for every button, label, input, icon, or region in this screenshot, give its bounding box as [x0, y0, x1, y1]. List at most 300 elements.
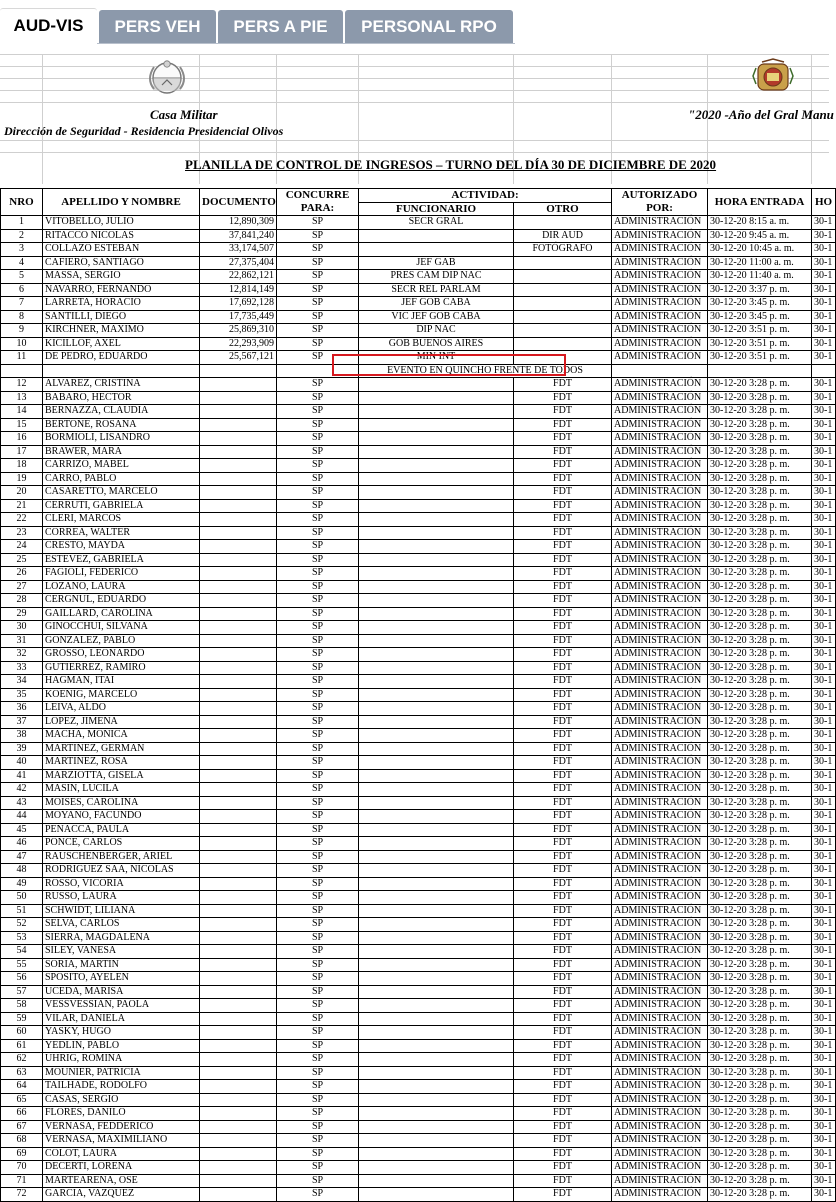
otro-cell: FDT — [514, 675, 612, 689]
nro-cell: 63 — [1, 1066, 43, 1080]
nro-cell: 44 — [1, 810, 43, 824]
hora-salida-cell: 30-1 — [812, 216, 836, 230]
hora-entrada-cell: 30-12-20 3:28 p. m. — [708, 783, 812, 797]
otro-cell: FDT — [514, 742, 612, 756]
concurre-cell: SP — [277, 648, 359, 662]
tab-pers-veh[interactable]: PERS VEH — [99, 10, 216, 44]
document-cell — [200, 850, 277, 864]
otro-cell — [514, 310, 612, 324]
nro-cell: 38 — [1, 729, 43, 743]
funcionario-cell — [359, 864, 514, 878]
name-cell: KICILLOF, AXEL — [43, 337, 200, 351]
nro-cell: 28 — [1, 594, 43, 608]
nro-cell: 15 — [1, 418, 43, 432]
hora-entrada-cell: 30-12-20 3:28 p. m. — [708, 1161, 812, 1175]
hora-salida-cell: 30-1 — [812, 459, 836, 473]
concurre-cell: SP — [277, 540, 359, 554]
nro-cell: 67 — [1, 1120, 43, 1134]
funcionario-cell — [359, 702, 514, 716]
concurre-cell: SP — [277, 742, 359, 756]
otro-cell: FDT — [514, 688, 612, 702]
table-row — [1, 351, 836, 365]
funcionario-cell — [359, 594, 514, 608]
otro-cell: FDT — [514, 891, 612, 905]
concurre-cell: SP — [277, 567, 359, 581]
table-row — [1, 702, 836, 716]
autorizado-cell: ADMINISTRACIÓN — [612, 256, 708, 270]
otro-cell: FOTÓGRAFO — [514, 243, 612, 257]
concurre-cell: SP — [277, 729, 359, 743]
hora-entrada-cell: 30-12-20 3:28 p. m. — [708, 999, 812, 1013]
autorizado-cell: ADMINISTRACIÓN — [612, 823, 708, 837]
document-cell: 25,869,310 — [200, 324, 277, 338]
hora-salida-cell: 30-1 — [812, 769, 836, 783]
otro-cell: FDT — [514, 1107, 612, 1121]
name-cell: COLLAZO ESTEBAN — [43, 243, 200, 257]
funcionario-cell — [359, 1066, 514, 1080]
document-cell — [200, 513, 277, 527]
nro-cell: 1 — [1, 216, 43, 230]
hora-entrada-cell: 30-12-20 3:28 p. m. — [708, 850, 812, 864]
hora-salida-cell: 30-1 — [812, 418, 836, 432]
funcionario-cell — [359, 999, 514, 1013]
otro-cell: FDT — [514, 418, 612, 432]
nro-cell: 5 — [1, 270, 43, 284]
concurre-cell: SP — [277, 391, 359, 405]
autorizado-cell: ADMINISTRACIÓN — [612, 391, 708, 405]
nro-cell: 12 — [1, 378, 43, 392]
name-cell: GINOCCHUI, SILVANA — [43, 621, 200, 635]
table-row — [1, 850, 836, 864]
table-row — [1, 337, 836, 351]
hora-entrada-cell: 30-12-20 3:51 p. m. — [708, 337, 812, 351]
autorizado-cell: ADMINISTRACIÓN — [612, 486, 708, 500]
autorizado-cell: ADMINISTRACIÓN — [612, 229, 708, 243]
otro-cell: FDT — [514, 472, 612, 486]
document-cell — [200, 918, 277, 932]
hora-salida-cell: 30-1 — [812, 1120, 836, 1134]
hora-entrada-cell: 30-12-20 3:45 p. m. — [708, 310, 812, 324]
hora-entrada-cell: 30-12-20 11:40 a. m. — [708, 270, 812, 284]
name-cell: PENACCA, PAULA — [43, 823, 200, 837]
table-row — [1, 864, 836, 878]
concurre-cell: SP — [277, 715, 359, 729]
concurre-cell: SP — [277, 1174, 359, 1188]
name-cell: BABARO, HECTOR — [43, 391, 200, 405]
funcionario-cell — [359, 607, 514, 621]
nro-cell: 3 — [1, 243, 43, 257]
otro-cell: FDT — [514, 729, 612, 743]
funcionario-cell — [359, 540, 514, 554]
otro-cell: FDT — [514, 985, 612, 999]
autorizado-cell: ADMINISTRACIÓN — [612, 634, 708, 648]
otro-cell: FDT — [514, 783, 612, 797]
name-cell: MOUNIER, PATRICIA — [43, 1066, 200, 1080]
table-row — [1, 216, 836, 230]
name-cell: FAGIOLI, FEDERICO — [43, 567, 200, 581]
hora-entrada-cell: 30-12-20 3:28 p. m. — [708, 513, 812, 527]
name-cell: NAVARRO, FERNANDO — [43, 283, 200, 297]
table-row — [1, 621, 836, 635]
table-row — [1, 1147, 836, 1161]
hora-entrada-cell: 30-12-20 3:28 p. m. — [708, 459, 812, 473]
table-row — [1, 1066, 836, 1080]
name-cell: SILEY, VANESA — [43, 945, 200, 959]
table-row — [1, 607, 836, 621]
autorizado-cell: ADMINISTRACIÓN — [612, 688, 708, 702]
funcionario-cell — [359, 418, 514, 432]
otro-cell: FDT — [514, 405, 612, 419]
autorizado-cell: ADMINISTRACIÓN — [612, 337, 708, 351]
autorizado-cell: ADMINISTRACIÓN — [612, 513, 708, 527]
otro-cell — [514, 351, 612, 365]
table-row — [1, 715, 836, 729]
concurre-cell: SP — [277, 661, 359, 675]
table-row — [1, 310, 836, 324]
funcionario-cell — [359, 945, 514, 959]
otro-cell: FDT — [514, 634, 612, 648]
nro-cell: 19 — [1, 472, 43, 486]
concurre-cell: SP — [277, 1161, 359, 1175]
nro-cell: 47 — [1, 850, 43, 864]
funcionario-cell — [359, 972, 514, 986]
hora-entrada-cell: 30-12-20 3:28 p. m. — [708, 661, 812, 675]
hora-salida-cell: 30-1 — [812, 270, 836, 284]
autorizado-cell: ADMINISTRACIÓN — [612, 607, 708, 621]
table-row — [1, 837, 836, 851]
funcionario-cell: MIN INT — [359, 351, 514, 365]
concurre-cell: SP — [277, 1039, 359, 1053]
funcionario-cell: VIC JEF GOB CABA — [359, 310, 514, 324]
document-cell: 17,692,128 — [200, 297, 277, 311]
hora-salida-cell: 30-1 — [812, 310, 836, 324]
hora-salida-cell: 30-1 — [812, 729, 836, 743]
otro-cell: FDT — [514, 769, 612, 783]
hora-entrada-cell: 30-12-20 3:28 p. m. — [708, 742, 812, 756]
nro-cell: 62 — [1, 1053, 43, 1067]
hora-entrada-cell: 30-12-20 3:28 p. m. — [708, 553, 812, 567]
name-cell: BORMIOLI, LISANDRO — [43, 432, 200, 446]
funcionario-cell — [359, 661, 514, 675]
table-row — [1, 513, 836, 527]
concurre-cell: SP — [277, 958, 359, 972]
otro-cell: FDT — [514, 1066, 612, 1080]
hora-salida-cell: 30-1 — [812, 297, 836, 311]
name-cell: TAILHADE, RODOLFO — [43, 1080, 200, 1094]
concurre-cell: SP — [277, 864, 359, 878]
concurre-cell: SP — [277, 675, 359, 689]
autorizado-cell: ADMINISTRACIÓN — [612, 445, 708, 459]
name-cell: UHRIG, ROMINA — [43, 1053, 200, 1067]
hora-salida-cell: 30-1 — [812, 756, 836, 770]
nro-cell: 13 — [1, 391, 43, 405]
otro-cell: FDT — [514, 904, 612, 918]
autorizado-cell: ADMINISTRACIÓN — [612, 1188, 708, 1202]
event-label: EVENTO EN QUINCHO FRENTE DE TODOS — [359, 364, 612, 378]
hora-entrada-cell: 30-12-20 3:45 p. m. — [708, 297, 812, 311]
concurre-cell: SP — [277, 1147, 359, 1161]
otro-cell: FDT — [514, 1053, 612, 1067]
tab-personal-rpo[interactable]: PERSONAL RPO — [345, 10, 513, 44]
hora-entrada-cell: 30-12-20 3:28 p. m. — [708, 472, 812, 486]
nro-cell: 50 — [1, 891, 43, 905]
document-cell — [200, 661, 277, 675]
hora-salida-cell: 30-1 — [812, 1039, 836, 1053]
concurre-cell: SP — [277, 972, 359, 986]
name-cell: SELVA, CARLOS — [43, 918, 200, 932]
concurre-cell: SP — [277, 472, 359, 486]
name-cell: CERRUTI, GABRIELA — [43, 499, 200, 513]
name-cell: MASSA, SERGIO — [43, 270, 200, 284]
concurre-cell: SP — [277, 783, 359, 797]
funcionario-cell: SECR REL PARLAM — [359, 283, 514, 297]
table-row — [1, 1039, 836, 1053]
name-cell: FLORES, DANILO — [43, 1107, 200, 1121]
autorizado-cell: ADMINISTRACIÓN — [612, 216, 708, 230]
hora-entrada-cell: 30-12-20 3:28 p. m. — [708, 1120, 812, 1134]
nro-cell: 10 — [1, 337, 43, 351]
funcionario-cell — [359, 1039, 514, 1053]
table-row — [1, 1053, 836, 1067]
autorizado-cell: ADMINISTRACIÓN — [612, 540, 708, 554]
hora-salida-cell: 30-1 — [812, 1093, 836, 1107]
name-cell: LEIVA, ALDO — [43, 702, 200, 716]
autorizado-cell: ADMINISTRACIÓN — [612, 283, 708, 297]
table-row — [1, 391, 836, 405]
table-row — [1, 769, 836, 783]
nro-cell: 69 — [1, 1147, 43, 1161]
document-cell — [200, 931, 277, 945]
funcionario-cell — [359, 391, 514, 405]
hora-salida-cell: 30-1 — [812, 621, 836, 635]
name-cell: MARTEARENA, OSE — [43, 1174, 200, 1188]
name-cell: YASKY, HUGO — [43, 1026, 200, 1040]
hora-entrada-cell: 30-12-20 3:28 p. m. — [708, 729, 812, 743]
hora-entrada-cell: 30-12-20 3:28 p. m. — [708, 432, 812, 446]
autorizado-cell: ADMINISTRACIÓN — [612, 1120, 708, 1134]
hora-salida-cell: 30-1 — [812, 283, 836, 297]
funcionario-cell — [359, 715, 514, 729]
name-cell: GONZALEZ, PABLO — [43, 634, 200, 648]
concurre-cell: SP — [277, 216, 359, 230]
table-row — [1, 1026, 836, 1040]
nro-cell: 37 — [1, 715, 43, 729]
hora-salida-cell: 30-1 — [812, 958, 836, 972]
autorizado-cell: ADMINISTRACIÓN — [612, 661, 708, 675]
tab-pers-a-pie[interactable]: PERS A PIE — [218, 10, 343, 44]
table-row — [1, 445, 836, 459]
autorizado-cell: ADMINISTRACIÓN — [612, 904, 708, 918]
hora-salida-cell: 30-1 — [812, 715, 836, 729]
name-cell: SANTILLI, DIEGO — [43, 310, 200, 324]
nro-cell: 27 — [1, 580, 43, 594]
otro-cell: FDT — [514, 378, 612, 392]
nro-cell: 35 — [1, 688, 43, 702]
nro-cell: 66 — [1, 1107, 43, 1121]
funcionario-cell — [359, 756, 514, 770]
funcionario-cell — [359, 783, 514, 797]
otro-cell: FDT — [514, 1080, 612, 1094]
hora-salida-cell: 30-1 — [812, 810, 836, 824]
funcionario-cell — [359, 1188, 514, 1202]
document-cell — [200, 607, 277, 621]
table-row — [1, 783, 836, 797]
document-cell — [200, 702, 277, 716]
concurre-cell: SP — [277, 634, 359, 648]
hora-entrada-cell: 30-12-20 3:28 p. m. — [708, 904, 812, 918]
hora-salida-cell: 30-1 — [812, 229, 836, 243]
table-row — [1, 567, 836, 581]
autorizado-cell: ADMINISTRACIÓN — [612, 648, 708, 662]
table-row — [1, 526, 836, 540]
otro-cell: FDT — [514, 1120, 612, 1134]
hora-salida-cell: 30-1 — [812, 445, 836, 459]
otro-cell: FDT — [514, 999, 612, 1013]
name-cell: VILAR, DANIELA — [43, 1012, 200, 1026]
table-row — [1, 229, 836, 243]
concurre-cell: SP — [277, 580, 359, 594]
otro-cell — [514, 270, 612, 284]
table-row — [1, 1120, 836, 1134]
col-header-name: APELLIDO Y NOMBRE — [43, 189, 200, 216]
autorizado-cell: ADMINISTRACIÓN — [612, 594, 708, 608]
name-cell: CARRIZO, MABEL — [43, 459, 200, 473]
name-cell: RUSSO, LAURA — [43, 891, 200, 905]
funcionario-cell: DIP NAC — [359, 324, 514, 338]
autorizado-cell: ADMINISTRACIÓN — [612, 405, 708, 419]
hora-salida-cell: 30-1 — [812, 985, 836, 999]
funcionario-cell — [359, 918, 514, 932]
document-cell — [200, 1080, 277, 1094]
concurre-cell: SP — [277, 985, 359, 999]
year-motto: "2020 -Año del Gral Manu — [688, 107, 834, 122]
hora-entrada-cell: 30-12-20 3:28 p. m. — [708, 391, 812, 405]
name-cell: GARCIA, VAZQUEZ — [43, 1188, 200, 1202]
casa-militar-seal-icon — [752, 58, 794, 94]
funcionario-cell — [359, 621, 514, 635]
autorizado-cell: ADMINISTRACIÓN — [612, 432, 708, 446]
concurre-cell: SP — [277, 486, 359, 500]
document-cell — [200, 1012, 277, 1026]
hora-entrada-cell: 30-12-20 3:28 p. m. — [708, 769, 812, 783]
funcionario-cell — [359, 1107, 514, 1121]
hora-salida-cell: 30-1 — [812, 702, 836, 716]
ingresos-table — [0, 188, 836, 1202]
table-row — [1, 891, 836, 905]
concurre-cell: SP — [277, 445, 359, 459]
concurre-cell: SP — [277, 945, 359, 959]
otro-cell: FDT — [514, 1093, 612, 1107]
nro-cell: 34 — [1, 675, 43, 689]
hora-entrada-cell: 30-12-20 3:28 p. m. — [708, 648, 812, 662]
funcionario-cell — [359, 432, 514, 446]
otro-cell: FDT — [514, 931, 612, 945]
document-cell — [200, 958, 277, 972]
funcionario-cell — [359, 958, 514, 972]
funcionario-cell — [359, 810, 514, 824]
autorizado-cell: ADMINISTRACIÓN — [612, 1147, 708, 1161]
autorizado-cell: ADMINISTRACIÓN — [612, 1026, 708, 1040]
tab-aud-vis[interactable]: AUD-VIS — [0, 8, 97, 44]
concurre-cell: SP — [277, 297, 359, 311]
table-row — [1, 877, 836, 891]
table-row — [1, 432, 836, 446]
nro-cell: 32 — [1, 648, 43, 662]
nro-cell: 2 — [1, 229, 43, 243]
autorizado-cell: ADMINISTRACIÓN — [612, 1174, 708, 1188]
hora-salida-cell: 30-1 — [812, 526, 836, 540]
table-row — [1, 675, 836, 689]
document-cell — [200, 1161, 277, 1175]
nro-cell: 30 — [1, 621, 43, 635]
autorizado-cell: ADMINISTRACIÓN — [612, 783, 708, 797]
concurre-cell: SP — [277, 1080, 359, 1094]
hora-salida-cell: 30-1 — [812, 1026, 836, 1040]
otro-cell: FDT — [514, 850, 612, 864]
concurre-cell: SP — [277, 1012, 359, 1026]
otro-cell: FDT — [514, 432, 612, 446]
hora-entrada-cell: 30-12-20 3:28 p. m. — [708, 1134, 812, 1148]
otro-cell — [514, 283, 612, 297]
concurre-cell: SP — [277, 513, 359, 527]
document-cell — [200, 405, 277, 419]
name-cell: ESTEVEZ, GABRIELA — [43, 553, 200, 567]
hora-entrada-cell: 30-12-20 3:28 p. m. — [708, 877, 812, 891]
hora-salida-cell: 30-1 — [812, 891, 836, 905]
hora-salida-cell: 30-1 — [812, 391, 836, 405]
hora-salida-cell: 30-1 — [812, 540, 836, 554]
document-cell — [200, 391, 277, 405]
hora-salida-cell: 30-1 — [812, 256, 836, 270]
hora-entrada-cell: 30-12-20 3:28 p. m. — [708, 958, 812, 972]
concurre-cell: SP — [277, 810, 359, 824]
document-cell: 22,293,909 — [200, 337, 277, 351]
hora-entrada-cell: 30-12-20 10:45 a. m. — [708, 243, 812, 257]
otro-cell: FDT — [514, 567, 612, 581]
table-row — [1, 540, 836, 554]
document-cell — [200, 864, 277, 878]
nro-cell: 57 — [1, 985, 43, 999]
funcionario-cell — [359, 553, 514, 567]
concurre-cell: SP — [277, 459, 359, 473]
autorizado-cell: ADMINISTRACIÓN — [612, 310, 708, 324]
funcionario-cell — [359, 877, 514, 891]
table-row — [1, 405, 836, 419]
document-cell — [200, 1053, 277, 1067]
table-row — [1, 418, 836, 432]
nro-cell: 54 — [1, 945, 43, 959]
document-cell — [200, 985, 277, 999]
table-row — [1, 931, 836, 945]
name-cell: SIERRA, MAGDALENA — [43, 931, 200, 945]
funcionario-cell: PRES CAM DIP NAC — [359, 270, 514, 284]
nro-cell: 71 — [1, 1174, 43, 1188]
otro-cell — [514, 337, 612, 351]
col-header-actividad: ACTIVIDAD: — [359, 189, 612, 203]
hora-salida-cell: 30-1 — [812, 553, 836, 567]
hora-entrada-cell: 30-12-20 3:28 p. m. — [708, 1174, 812, 1188]
table-row — [1, 742, 836, 756]
concurre-cell: SP — [277, 1134, 359, 1148]
autorizado-cell: ADMINISTRACIÓN — [612, 459, 708, 473]
otro-cell: FDT — [514, 580, 612, 594]
name-cell: LOZANO, LAURA — [43, 580, 200, 594]
name-cell: LARRETA, HORACIO — [43, 297, 200, 311]
autorizado-cell: ADMINISTRACIÓN — [612, 1012, 708, 1026]
nro-cell: 51 — [1, 904, 43, 918]
autorizado-cell: ADMINISTRACIÓN — [612, 1161, 708, 1175]
table-row — [1, 1080, 836, 1094]
